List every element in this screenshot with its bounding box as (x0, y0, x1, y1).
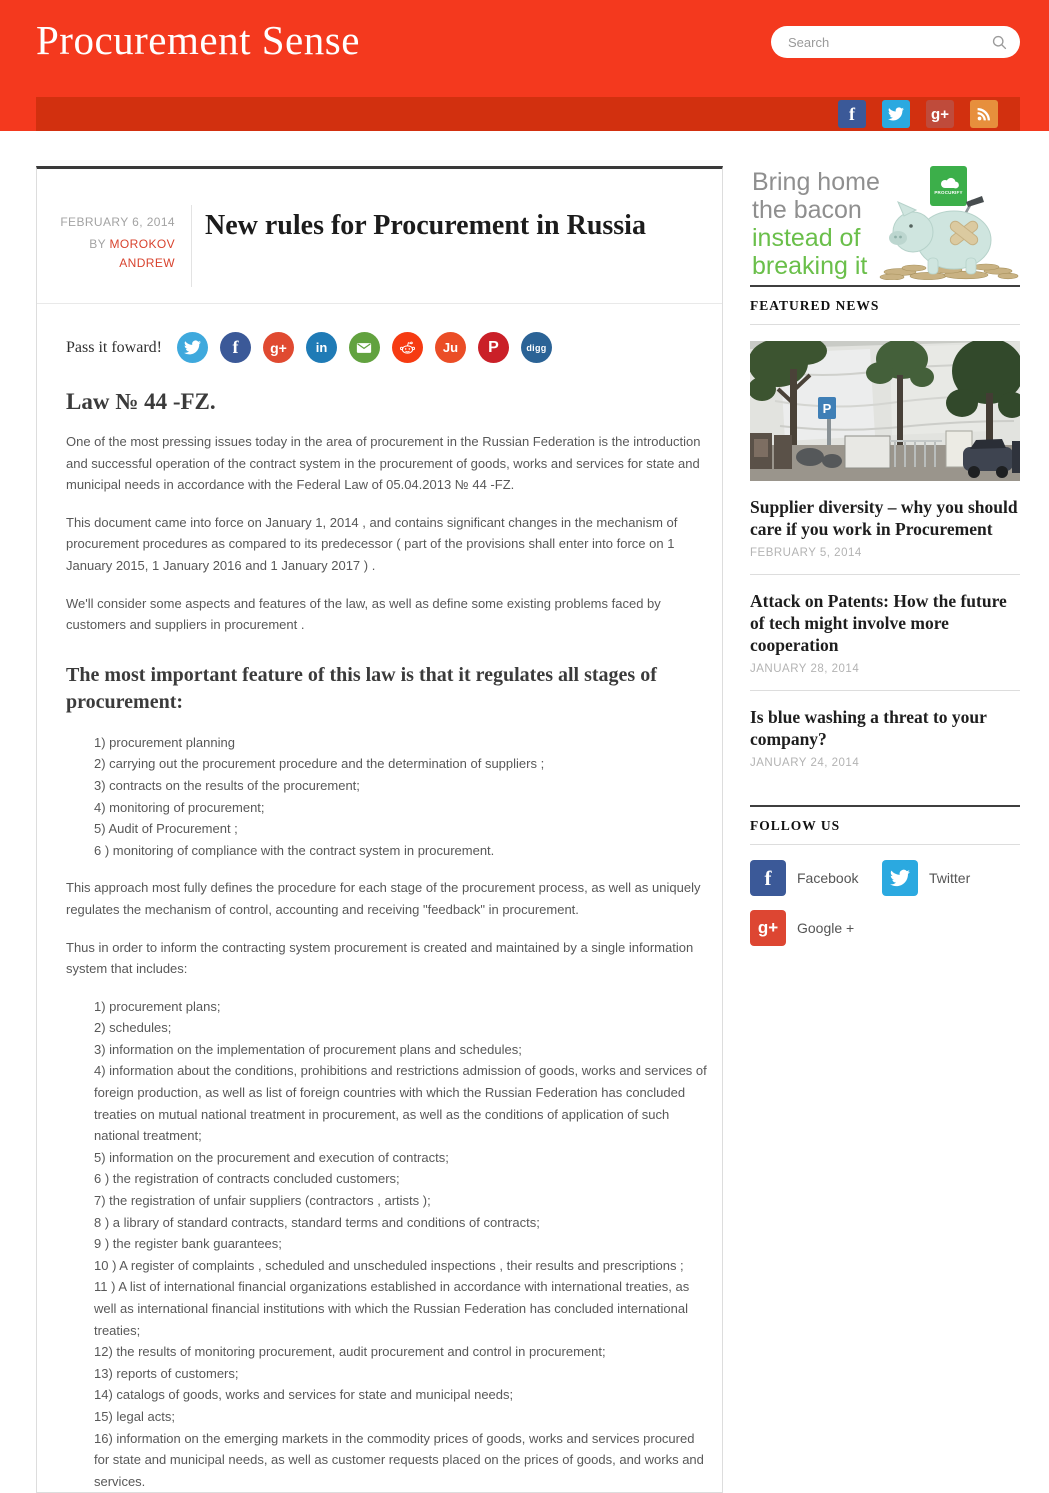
follow-twitter-link[interactable] (882, 860, 1020, 896)
ad-banner[interactable] (750, 166, 1020, 280)
ad-line: instead of (752, 224, 861, 252)
list-item: 5) Audit of Procurement ; (94, 821, 238, 837)
search-box (771, 26, 1020, 58)
featured-article-date: FEBRUARY 5, 2014 (750, 547, 862, 559)
article-title: New rules for Procurement in Russia (205, 210, 646, 241)
share-digg-icon[interactable]: digg (521, 332, 552, 363)
site-header (0, 0, 1049, 131)
list-item: 12) the results of monitoring procurement, audit procurement and control in procurement; (94, 1344, 606, 1360)
list-item: 4) information about the conditions, prohibitions and restrictions admission of goods, works and services of foreign production, as well as list of foreign countries with which the Russian Federation has concluded treaties on mutual national treatment in procurement, as well as the conditions of application of such national treatment; (94, 1063, 707, 1144)
article-byline (60, 235, 175, 273)
list-item: 3) contracts on the results of the procurement; (94, 777, 360, 793)
list-item: 8 ) a library of standard contracts, standard terms and conditions of contracts; (94, 1214, 540, 1230)
list-item: 1) procurement plans; (94, 998, 221, 1014)
piggy-bank-image (870, 188, 1020, 280)
stages-list (94, 732, 708, 862)
list-item: 14) catalogs of goods, works and services for state and municipal needs; (94, 1387, 514, 1403)
paragraph: This document came into force on January 1, 2014 , and contains significant changes in the mechanism of procurement procedures as compared to its predecessor ( part of the provisions shall enter into force on 1 January 2015, 1 January 2016 and 1 January 2017 ) . (66, 514, 678, 573)
share-stumbleupon-icon[interactable]: Ju (435, 332, 466, 363)
search-icon[interactable] (991, 34, 1008, 51)
twitter-icon (882, 860, 918, 896)
law-heading: Law № 44 -FZ. (66, 389, 216, 414)
by-label: BY (89, 237, 110, 251)
follow-links (750, 860, 1020, 946)
facebook-icon[interactable]: f (838, 100, 866, 128)
featured-article-date: JANUARY 28, 2014 (750, 663, 860, 675)
featured-article-image[interactable] (750, 341, 1020, 481)
twitter-bird-icon (890, 868, 910, 888)
svg-text:P: P (822, 401, 832, 416)
search-input[interactable] (786, 34, 991, 51)
follow-label: Google + (797, 920, 855, 936)
list-item: 2) schedules; (94, 1020, 172, 1036)
sidebar (750, 166, 1020, 946)
page-body (36, 166, 1020, 1493)
featured-article-title[interactable]: Is blue washing a threat to your company? (750, 707, 987, 749)
follow-us-heading: FOLLOW US (750, 805, 1020, 845)
share-pinterest-icon[interactable]: P (478, 332, 509, 363)
twitter-bird-icon (888, 106, 904, 122)
twitter-icon[interactable] (882, 100, 910, 128)
list-item: 15) legal acts; (94, 1408, 175, 1424)
author-link[interactable]: MOROKOV ANDREW (109, 237, 175, 270)
list-item: 1) procurement planning (94, 734, 235, 750)
article-header (37, 169, 722, 287)
facebook-icon: f (750, 860, 786, 896)
featured-article-title[interactable]: Supplier diversity – why you should care if you work in Procurement (750, 497, 1018, 539)
list-item: 6 ) monitoring of compliance with the contract system in procurement. (94, 842, 495, 858)
article-card (36, 166, 723, 1493)
paragraph: Thus in order to inform the contracting system procurement is created and maintained by a single information system that includes: (66, 939, 694, 977)
share-facebook-icon[interactable]: f (220, 332, 251, 363)
follow-label: Facebook (797, 870, 859, 886)
ad-text (752, 168, 880, 280)
information-system-list (94, 996, 708, 1493)
ad-line: breaking it (752, 252, 868, 280)
rss-waves-icon (976, 106, 992, 122)
featured-news-heading: FEATURED NEWS (750, 285, 1020, 325)
divider (750, 690, 1020, 691)
share-label: Pass it foward! (66, 338, 162, 356)
featured-article-date: JANUARY 24, 2014 (750, 757, 860, 769)
list-item: 7) the registration of unfair suppliers (contractors , artists ); (94, 1193, 431, 1209)
list-item: 10 ) A register of complaints , scheduled and unscheduled inspections , their results and prescriptions ; (94, 1257, 684, 1273)
paragraph: We'll consider some aspects and features of the law, as well as define some existing problems faced by customers and suppliers in procurement . (66, 595, 661, 633)
share-twitter-icon[interactable] (177, 332, 208, 363)
site-title[interactable]: Procurement Sense (36, 17, 360, 63)
envelope-icon (355, 339, 373, 357)
list-item: 13) reports of customers; (94, 1365, 239, 1381)
list-item: 2) carrying out the procurement procedure and the determination of suppliers ; (94, 756, 545, 772)
social-topbar (36, 97, 1020, 131)
list-item: 9 ) the register bank guarantees; (94, 1236, 282, 1252)
featured-article-title[interactable]: Attack on Patents: How the future of tech might involve more cooperation (750, 591, 1007, 655)
share-email-icon[interactable] (349, 332, 380, 363)
google-plus-icon[interactable]: g+ (926, 100, 954, 128)
ad-line: the bacon (752, 196, 862, 224)
list-item: 5) information on the procurement and execution of contracts; (94, 1149, 449, 1165)
reddit-alien-icon (398, 338, 417, 357)
rss-icon[interactable] (970, 100, 998, 128)
google-plus-icon: g+ (750, 910, 786, 946)
list-item: 6 ) the registration of contracts concluded customers; (94, 1171, 400, 1187)
share-reddit-icon[interactable] (392, 332, 423, 363)
article-date: FEBRUARY 6, 2014 (60, 215, 175, 229)
list-item: 11 ) A list of international financial organizations established in accordance with international treaties, as well as international financial institutions with which the Russian Federation has concluded international treaties; (94, 1279, 690, 1338)
share-google-plus-icon[interactable]: g+ (263, 332, 294, 363)
share-row (37, 304, 722, 363)
list-item: 3) information on the implementation of procurement plans and schedules; (94, 1041, 522, 1057)
paragraph: One of the most pressing issues today in the area of procurement in the Russian Federation is the introduction and successful operation of the contract system in the procurement of goods, works and services for state and municipal needs in accordance with the Federal Law of 05.04.2013 № 44 -FZ. (66, 434, 701, 493)
follow-label: Twitter (929, 870, 971, 886)
divider (750, 574, 1020, 575)
ad-line: Bring home (752, 168, 880, 196)
paragraph: This approach most fully defines the procedure for each stage of the procurement process, as well as uniquely regulates the mechanism of control, accounting and receiving "feedback" in procurement. (66, 880, 701, 917)
share-linkedin-icon[interactable]: in (306, 332, 337, 363)
follow-facebook-link[interactable] (750, 860, 882, 896)
article-meta (60, 205, 192, 287)
sub-heading: The most important feature of this law is that it regulates all stages of procurement: (66, 663, 657, 713)
list-item: 4) monitoring of procurement; (94, 799, 265, 815)
list-item: 16) information on the emerging markets in the commodity prices of goods, works and services procured for state and municipal needs, as well as customer requests placed on the prices of goods, and works and services. (94, 1430, 704, 1489)
twitter-bird-icon (184, 339, 201, 356)
ad-logo-text: PROCURIFY (934, 190, 963, 195)
follow-google-plus-link[interactable] (750, 910, 882, 946)
